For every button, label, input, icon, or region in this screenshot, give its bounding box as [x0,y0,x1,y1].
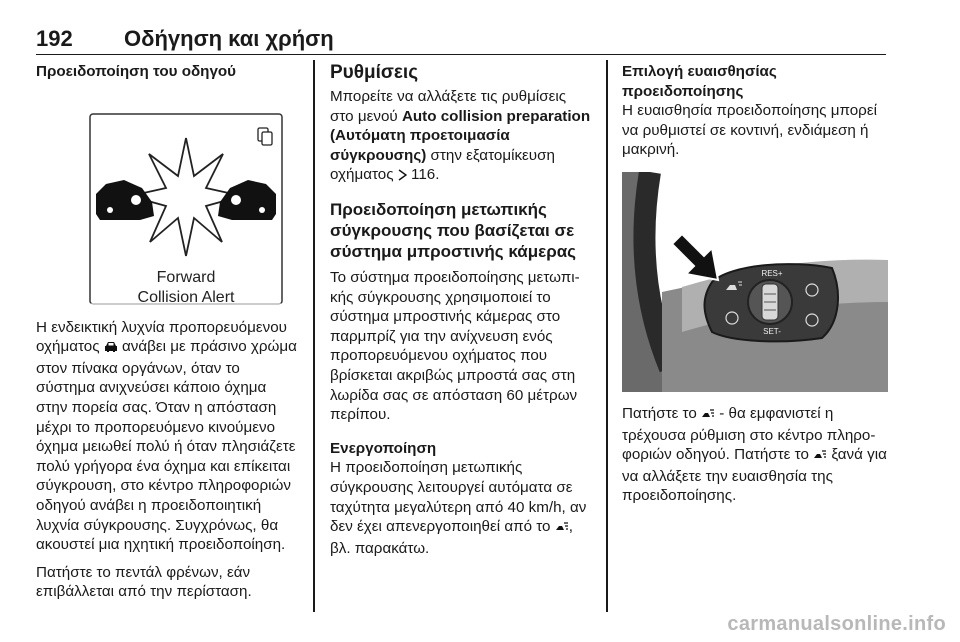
paragraph [622,404,888,506]
paragraph [36,318,298,555]
paragraph [330,458,592,558]
paragraph-text: στην εξατομίκευση οχήματος [330,146,555,184]
section-heading-sensitivity: Επιλογή ευαισθησίας προειδοποίησης [622,63,777,100]
page-number: 192 [36,26,73,51]
collision-alert-button-icon [701,406,715,426]
paragraph-text: Η ενδεικτική λυχνία προπορευόμενου οχήματος [36,318,287,356]
section-heading-activation: Ενεργοποίηση [330,439,437,457]
page-header [36,26,886,55]
paragraph-text: Η προειδοποίηση μετωπικής σύγκρουσης λειτουργεί αυτόματα σε ταχύτητα μεγαλύτερη από 40 km/h, αν δεν έχει απενεργοποιηθεί από το [330,459,587,536]
paragraph-text: ανάβει με πράσινο χρώμα στον πίνακα οργάνων, όταν το σύστημα ανιχνεύσει κάποιο όχημα στην πορεία σας. Όταν η απόσταση μέχρι το προπορευόμενο κινούμενο όχημα μειωθεί πολύ ή όταν πλησιάζετε πολύ γρήγορα ένα όχημα και επίκειται σύγκρουση, στο κέντρο πληροφοριών οδηγού ανάβει η προειδοποιητική λυχνία σύγκρουσης. Συγχρόνως, θα ακουστεί μια ηχητική προειδοποίηση. [36,338,297,554]
steering-wheel-illustration [622,172,888,392]
paragraph-text: - θα εμφανιστεί η τρέχουσα ρύθμιση στο κέντρο πληροφοριών οδηγού. Πατήστε το [622,404,876,464]
column-divider [606,60,608,612]
column-1 [36,62,298,610]
column-divider [313,60,315,612]
forward-collision-alert-figure [36,96,298,306]
paragraph: Η ευαισθησία προειδοποίησης μπορεί να ρυθμιστεί σε κοντινή, ενδιάμεση ή μακρινή. [622,102,877,159]
figure-label-forward: Forward [156,268,216,286]
paragraph-text: ξανά για να αλλάξετε την ευαισθησία της προειδοποίησης. [622,446,887,505]
paragraph-text: Πατήστε το [622,404,697,422]
section-heading-settings: Ρυθμίσεις [330,62,419,83]
collision-alert-button-icon [813,447,827,467]
collision-alert-button-icon [555,519,569,539]
steering-wheel-figure [622,172,888,392]
page-reference: 116. [411,166,440,184]
paragraph-text: Μπορείτε να αλλάξετε τις ρυθμίσεις στο μενού [330,88,567,125]
set-minus-label: SET- [763,326,781,336]
paragraph-text: , βλ. παρακάτω. [330,518,573,557]
column-3 [622,62,888,514]
watermark: carmanualsonline.info [727,613,946,635]
res-plus-label: RES+ [761,268,783,278]
collision-alert-illustration [36,96,298,306]
menu-name: Auto collision preparation (Αυτόματη προετοιμασία σύγκρουσης) [330,107,591,164]
chapter-title: Οδήγηση και χρήση [124,26,334,51]
paragraph [330,87,592,187]
section-heading-camera-alert: Προειδοποίηση μετωπικής σύγκρουσης που βασίζεται σε σύστημα μπροστινής κάμερας [330,199,577,261]
page-reference-icon [398,167,407,187]
paragraph: Πατήστε το πεντάλ φρένων, εάν επιβάλλεται από την περίσταση. [36,563,252,601]
paragraph: Το σύστημα προειδοποίησης μετωπικής σύγκρουσης χρησιμοποιεί το σύστημα μπροστινής κάμερας στο παρμπρίζ για την ανίχνευση ενός προπορευόμενου οχήματος που βρίσκεται ακριβώς μπροστά σας στη λωρίδα σας σε απόσταση 60 μέτρων περίπου. [330,268,580,424]
section-subheading: Προειδοποίηση του οδηγού [36,63,237,80]
vehicle-ahead-icon [104,339,118,359]
column-2 [330,62,592,566]
figure-label-collision-alert: Collision Alert [137,288,235,306]
